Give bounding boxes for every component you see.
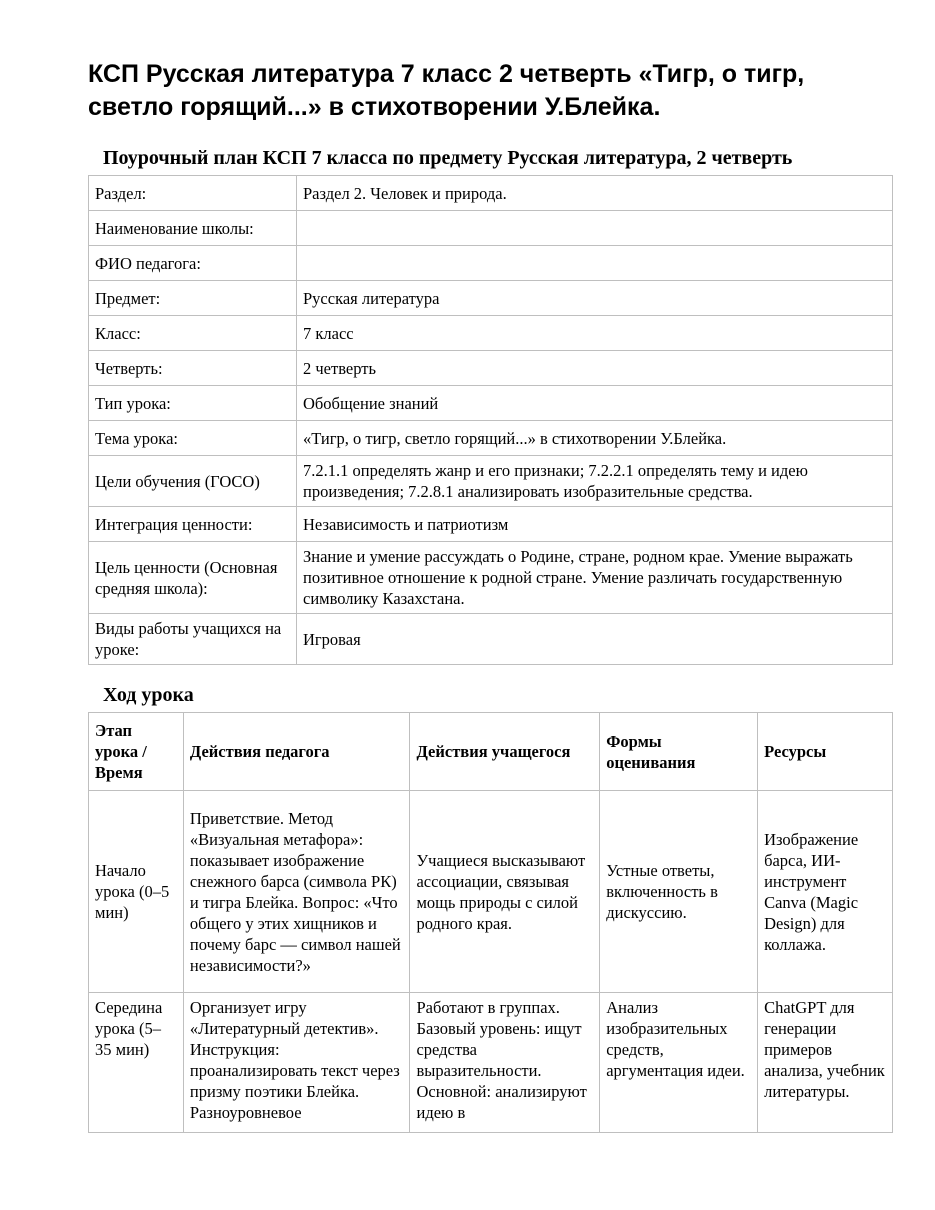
info-label: ФИО педагога:: [89, 246, 297, 281]
info-value: Раздел 2. Человек и природа.: [297, 176, 893, 211]
table-row: [89, 386, 893, 421]
table-row: [89, 316, 893, 351]
table-cell: Середина урока (5–35 мин): [89, 993, 184, 1133]
table-cell: Устные ответы, включенность в дискуссию.: [600, 791, 758, 993]
column-header: Этап урока / Время: [89, 713, 184, 791]
lesson-info-table: [88, 175, 893, 665]
document-title: КСП Русская литература 7 класс 2 четверть «Тигр, о тигр, светло горящий...» в стихотворении У.Блейка.: [88, 60, 805, 121]
info-label: Интеграция ценности:: [89, 507, 297, 542]
table-cell: Организует игру «Литературный детектив». Инструкция: проанализировать текст через призму поэтики Блейка. Разноуровневое: [183, 993, 410, 1133]
table-cell: Приветствие. Метод «Визуальная метафора»: показывает изображение снежного барса (символа РК) и тигра Блейка. Вопрос: «Что общего у этих хищников и почему барс — символ нашей независимости?»: [183, 791, 410, 993]
table-row: [89, 614, 893, 665]
info-label: Цели обучения (ГОСО): [89, 456, 297, 507]
info-value: Независимость и патриотизм: [297, 507, 893, 542]
lesson-heading: Ход урока: [103, 684, 194, 706]
table-row: [89, 507, 893, 542]
info-label: Виды работы учащихся на уроке:: [89, 614, 297, 665]
info-label: Цель ценности (Основная средняя школа):: [89, 542, 297, 614]
document-page: [88, 58, 893, 1133]
column-header: Действия учащегося: [410, 713, 600, 791]
info-value: [297, 211, 893, 246]
column-header: Ресурсы: [758, 713, 893, 791]
table-header-row: [89, 713, 893, 791]
column-header: Формы оценивания: [600, 713, 758, 791]
plan-heading: Поурочный план КСП 7 класса по предмету Русская литература, 2 четверть: [103, 147, 793, 169]
info-label: Класс:: [89, 316, 297, 351]
table-row: [89, 542, 893, 614]
table-cell: Начало урока (0–5 мин): [89, 791, 184, 993]
table-row: [89, 281, 893, 316]
table-row: [89, 791, 893, 993]
info-label: Раздел:: [89, 176, 297, 211]
info-label: Наименование школы:: [89, 211, 297, 246]
info-value: «Тигр, о тигр, светло горящий...» в стихотворении У.Блейка.: [297, 421, 893, 456]
lesson-steps-table: [88, 712, 893, 1133]
table-row: [89, 421, 893, 456]
table-row: [89, 993, 893, 1133]
info-value: [297, 246, 893, 281]
info-value: Знание и умение рассуждать о Родине, стране, родном крае. Умение выражать позитивное отношение к родной стране. Умение различать государственную символику Казахстана.: [297, 542, 893, 614]
table-cell: Учащиеся высказывают ассоциации, связывая мощь природы с силой родного края.: [410, 791, 600, 993]
table-row: [89, 351, 893, 386]
info-value: 7 класс: [297, 316, 893, 351]
table-cell: Анализ изобразительных средств, аргументация идеи.: [600, 993, 758, 1133]
info-label: Четверть:: [89, 351, 297, 386]
table-row: [89, 456, 893, 507]
info-value: Обобщение знаний: [297, 386, 893, 421]
table-cell: Работают в группах. Базовый уровень: ищут средства выразительности. Основной: анализируют идею в: [410, 993, 600, 1133]
info-label: Тип урока:: [89, 386, 297, 421]
column-header: Действия педагога: [183, 713, 410, 791]
info-value: 2 четверть: [297, 351, 893, 386]
table-row: [89, 211, 893, 246]
info-label: Предмет:: [89, 281, 297, 316]
info-value: 7.2.1.1 определять жанр и его признаки; 7.2.2.1 определять тему и идею произведения; 7.2.8.1 анализировать изобразительные средства.: [297, 456, 893, 507]
info-value: Русская литература: [297, 281, 893, 316]
info-label: Тема урока:: [89, 421, 297, 456]
info-value: Игровая: [297, 614, 893, 665]
table-cell: ChatGPT для генерации примеров анализа, учебник литературы.: [758, 993, 893, 1133]
table-cell: Изображение барса, ИИ-инструмент Canva (Magic Design) для коллажа.: [758, 791, 893, 993]
table-row: [89, 246, 893, 281]
table-row: [89, 176, 893, 211]
